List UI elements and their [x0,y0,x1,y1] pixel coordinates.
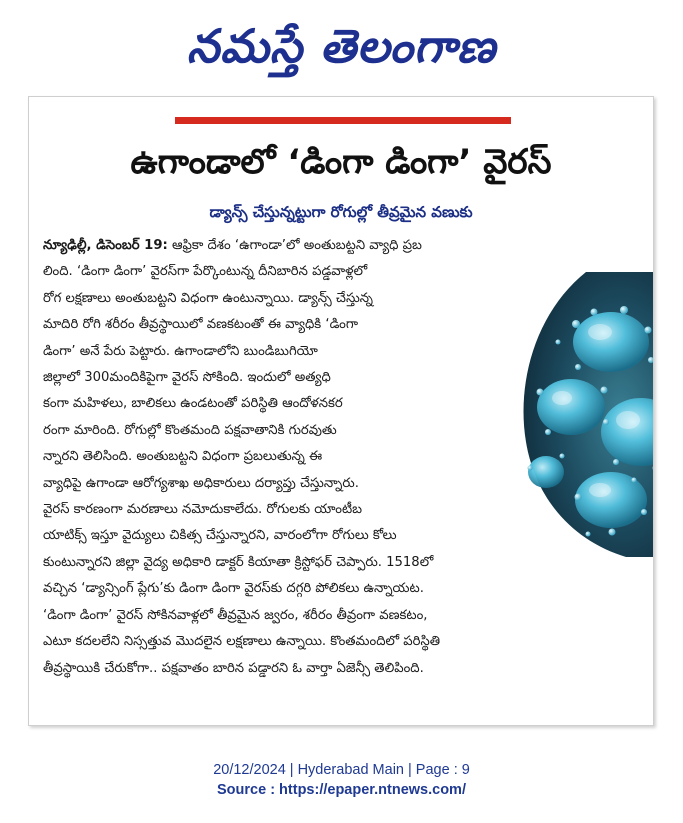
headline-rule [175,117,511,124]
article-line-2: లింది. ‘డింగా డింగా’ వైరస్‌గా పేర్కొంటున్న దీనిబారిన పడ్డవాళ్లలో [43,264,368,280]
article-body [43,233,641,682]
article-line-1: న్యూఢిల్లీ, డిసెంబర్ 19: ఆఫ్రికా దేశం ‘ఉగాండా’లో అంతుబట్టని వ్యాధి ప్రబ [43,238,422,253]
page-footer [0,760,683,800]
article-line-4: మాదిరి రోగి శరీరం తీవ్రస్థాయిలో వణకటంతో ఈ వ్యాధికి ‘డింగా [43,317,358,333]
article-line-11: వైరస్ కారణంగా మరణాలు నమోదుకాలేదు. రోగులకు యాంటీబ [43,502,363,518]
article-line-17: తీవ్రస్థాయికి చేరుకోగా.. పక్షవాతం బారిన పడ్డారని ఓ వార్తా ఏజెన్సీ తెలిపింది. [43,660,424,676]
source-link[interactable]: Source : https://epaper.ntnews.com/ [217,782,466,798]
article-line-3: రోగ లక్షణాలు అంతుబట్టని విధంగా ఉంటున్నాయి. డ్యాన్స్ చేస్తున్న [43,290,373,306]
article-line-9: న్నారని తెలిసింది. అంతుబట్టని విధంగా ప్రబలుతున్న ఈ [43,449,323,465]
article-line-14: వచ్చిన ‘డ్యాన్సింగ్ ప్లేగు’కు డింగా డింగా వైరస్‌కు దగ్గరి పోలికలు ఉన్నాయట. [43,581,424,597]
newspaper-title: నమస్తే తెలంగాణ [186,19,497,73]
article-headline: ఉగాండాలో ‘డింగా డింగా’ వైరస్ [130,142,552,182]
article-subheadline: డ్యాన్స్ చేస్తున్నట్టుగా రోగుల్లో తీవ్రమైన వణుకు [209,203,473,221]
masthead [0,6,683,86]
article-line-15: ‘డింగా డింగా’ వైరస్ సోకినవాళ్లలో తీవ్రమైన జ్వరం, శరీరం తీవ్రంగా వణకటం, [43,607,428,623]
article-line-8: రంగా మారింది. రోగుల్లో కొంతమంది పక్షవాతానికి గురవుతు [43,422,337,438]
article-line-12: యాటిక్స్ ఇస్తూ వైద్యులు చికిత్స చేస్తున్నారని, వారంలోగా రోగులు కోలు [43,528,397,544]
article-line-6: జిల్లాలో 300మందికిపైగా వైరస్ సోకింది. ఇందులో అత్యధి [43,370,331,386]
article-dateline: న్యూఢిల్లీ, డిసెంబర్ 19: [43,238,168,253]
article-line-5: డింగా’ అనే పేరు పెట్టారు. ఉగాండాలోని బుండిబుగియో [43,343,318,359]
article-line-7: కంగా మహిళలు, బాలికలు ఉండటంతో పరిస్థితి ఆందోళనకర [43,396,343,412]
article-clipping [28,96,654,726]
article-line-13: కుంటున్నారని జిల్లా వైద్య అధికారి డాక్టర్ కియాతా క్రిస్టోఫర్ చెప్పారు. 1518లో [43,554,434,570]
article-line-10: వ్యాధిపై ఉగాండా ఆరోగ్యశాఖ అధికారులు దర్యాప్తు చేస్తున్నారు. [43,475,359,491]
article-line-16: ఎటూ కదలలేని నిస్సత్తువ మొదలైన లక్షణాలు ఉన్నాయి. కొంతమందిలో పరిస్థితి [43,634,441,650]
edition-info: 20/12/2024 | Hyderabad Main | Page : 9 [213,762,470,778]
